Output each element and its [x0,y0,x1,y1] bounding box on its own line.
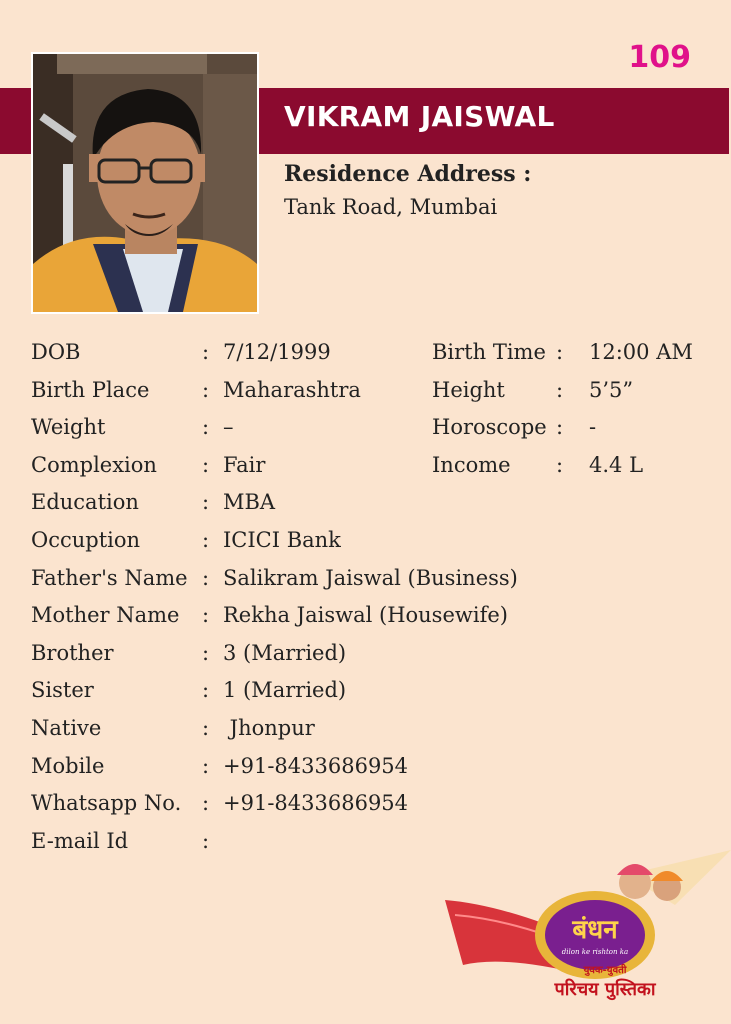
detail-colon: : [202,340,210,364]
details-list [31,340,711,866]
detail-value: 7/12/1999 [223,340,331,364]
detail-label: Brother [31,640,114,665]
detail-row-mother [31,603,711,641]
detail-row-father [31,566,711,604]
detail-colon: : [202,791,210,816]
detail-colon: : [202,753,210,778]
detail-value-right: - [589,415,597,440]
detail-colon: : [202,527,210,552]
detail-colon: : [202,678,210,703]
detail-value: – [223,415,234,440]
detail-label: Whatsapp No. [31,791,182,816]
detail-label: Mobile [31,753,105,778]
detail-colon: : [202,377,210,402]
detail-row-native [31,716,711,754]
detail-colon: : [202,640,210,665]
address-label: Residence Address : [284,161,532,187]
detail-colon: : [202,415,210,440]
detail-row-education [31,490,711,528]
detail-value: 3 (Married) [223,640,347,665]
detail-label: Native [31,715,102,740]
detail-colon: : [202,565,210,590]
logo-title: बंधन [572,915,618,945]
detail-label: Mother Name [31,603,180,628]
detail-value: +91-8433686954 [223,791,409,816]
detail-colon-right: : [556,415,564,440]
profile-name: VIKRAM JAISWAL [284,100,555,133]
detail-label: DOB [31,340,81,364]
detail-colon-right: : [556,340,564,364]
detail-row-complexion [31,453,711,491]
detail-value: Rekha Jaiswal (Housewife) [223,603,508,628]
detail-row-mobile [31,754,711,792]
detail-colon-right: : [556,452,564,477]
detail-colon-right: : [556,377,564,402]
detail-label: Occuption [31,527,141,552]
logo-tagline: dilon ke rishton ka [561,948,629,956]
detail-row-dob [31,340,711,378]
logo-footer: परिचय पुस्तिका [554,979,656,1000]
detail-value: 1 (Married) [223,678,347,703]
detail-label: Complexion [31,452,157,477]
detail-colon: : [202,490,210,515]
profile-photo [31,52,259,314]
detail-label: Weight [31,415,106,440]
detail-value: Jhonpur [223,715,315,740]
address-value: Tank Road, Mumbai [284,195,498,219]
detail-value-right: 5’5” [589,377,634,402]
detail-value: Maharashtra [223,377,361,402]
detail-row-weight [31,415,711,453]
detail-label: Birth Place [31,377,150,402]
detail-value: MBA [223,490,276,515]
detail-value: +91-8433686954 [223,753,409,778]
page-number: 109 [628,40,691,75]
detail-value: Salikram Jaiswal (Business) [223,565,518,590]
bandhan-logo [445,845,731,1020]
detail-colon: : [202,828,210,853]
detail-label-right: Height [432,377,505,402]
detail-colon: : [202,452,210,477]
detail-row-whatsapp [31,791,711,829]
detail-row-sister [31,678,711,716]
detail-value-right: 4.4 L [589,452,644,477]
detail-label-right: Income [432,452,511,477]
detail-colon: : [202,715,210,740]
detail-label: Sister [31,678,94,703]
detail-label: Education [31,490,139,515]
detail-label-right: Horoscope [432,415,547,440]
detail-row-birth-place [31,378,711,416]
detail-colon: : [202,603,210,628]
detail-value: ICICI Bank [223,527,341,552]
detail-row-brother [31,641,711,679]
detail-value: Fair [223,452,266,477]
logo-subtitle: युवक-युवती [583,965,627,976]
detail-row-occupation [31,528,711,566]
detail-label: E-mail Id [31,828,129,853]
detail-label: Father's Name [31,565,188,590]
detail-value-right: 12:00 AM [589,340,693,364]
detail-label-right: Birth Time [432,340,546,364]
